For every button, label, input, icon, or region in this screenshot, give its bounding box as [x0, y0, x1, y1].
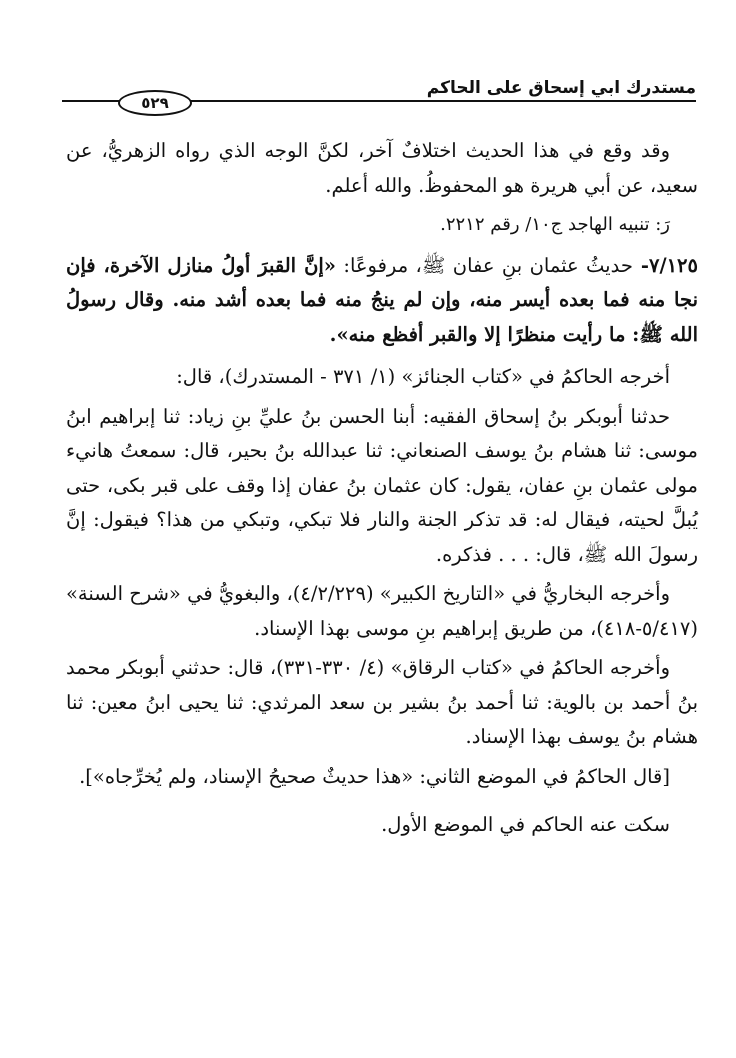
paragraph-source-hakim: أخرجه الحاكمُ في «كتاب الجنائز» (١/ ٣٧١ - المستدرك)، قال: — [176, 365, 670, 388]
page-number: ٥٢٩ — [118, 90, 192, 116]
page-header — [62, 70, 696, 120]
paragraph-commentary: وقد وقع في هذا الحديث اختلافٌ آخر، لكنَّ الوجه الذي رواه الزهريُّ، عن سعيد، عن أبي هريرة هو المحفوظُ. والله أعلم. — [66, 139, 698, 197]
paragraph-riqaq: وأخرجه الحاكمُ في «كتاب الرقاق» (٤/ ٣٣٠-٣٣١)، قال: حدثني أبوبكر محمد بنُ أحمد بن بالوية: ثنا أحمد بنُ بشير بن سعد المرثدي: ثنا يحيى ابنُ معين: ثنا هشام بنُ يوسف بهذا الإسناد. — [66, 656, 698, 748]
paragraph-isnad: حدثنا أبوبكر بنُ إسحاق الفقيه: أبنا الحسن بنُ عليِّ بنِ زياد: ثنا إبراهيم ابنُ موسى: ثنا هشام بنُ يوسف الصنعاني: ثنا عبدالله بنُ بحير، قال: سمعتُ هانيء مولى عثمان بنِ عفان، يقول: كان عثمان بنُ عفان إذا وقف على قبر بكى، حتى يُبلَّ لحيته، فيقال له: قد تذكر الجنة والنار فلا تبكي، وتبكي من هذا؟ فيقول: إنَّ رسولَ الله ﷺ، قال: . . . فذكره. — [66, 404, 698, 566]
hadith-entry — [66, 249, 698, 353]
paragraph-hakim-verdict: [قال الحاكمُ في الموضع الثاني: «هذا حديثٌ صحيحُ الإسناد، ولم يُخرِّجاه»]. — [79, 764, 670, 788]
paragraph-bukhari: وأخرجه البخاريُّ في «التاريخ الكبير» (٤/٢/٢٢٩)، والبغويُّ في «شرح السنة» (٥/٤١٧-٤١٨)، من طريق إبراهيم بنِ موسى بهذا الإسناد. — [66, 582, 698, 640]
hadith-text: «إنَّ القبرَ أولُ منازل الآخرة، فإن نجا منه فما بعده أيسر منه، وإن لم ينجُ منه فما بعده أشد منه. وقال رسولُ الله ﷺ: ما رأيت منظرًا إلا والقبر أفظع منه». — [66, 253, 698, 346]
hadith-number: ٧/١٢٥- — [632, 253, 698, 277]
cross-reference: رَ: تنبيه الهاجد ج١٠/ رقم ٢٢١٢. — [440, 214, 670, 235]
page-body — [66, 134, 698, 848]
hadith-intro: حديثُ عثمان بنِ عفان ﷺ، مرفوعًا: — [336, 253, 633, 277]
running-title: مستدرك ابي إسحاق على الحاكم — [426, 78, 696, 98]
paragraph-closing: سكت عنه الحاكم في الموضع الأول. — [381, 813, 670, 836]
